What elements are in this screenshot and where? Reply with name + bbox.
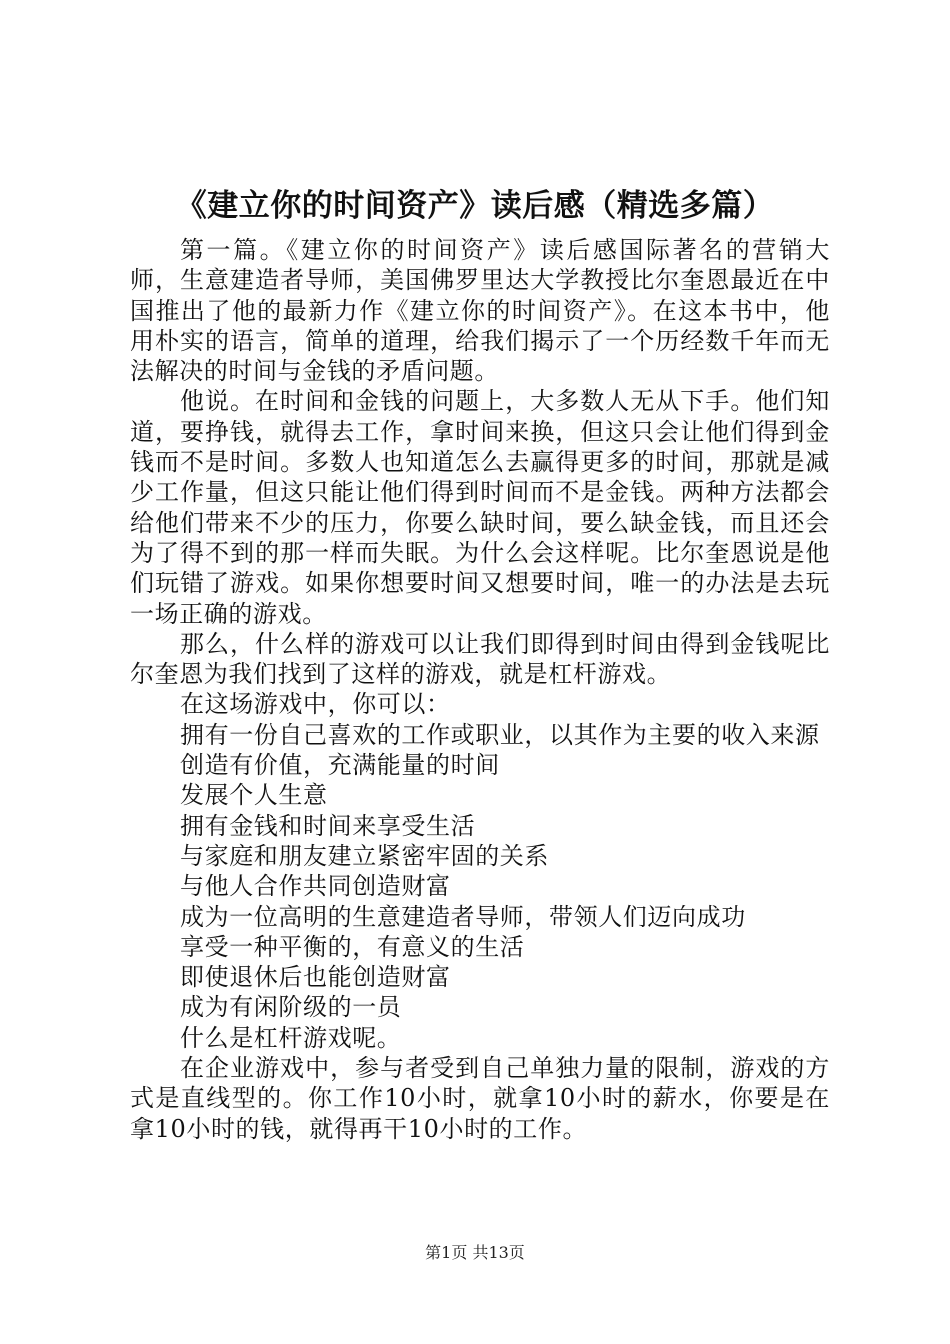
list-item: 发展个人生意: [180, 781, 328, 810]
list-item: 享受一种平衡的，有意义的生活: [180, 932, 525, 961]
page-number-footer: 第1页 共13页: [425, 1243, 525, 1262]
paragraph: 在这场游戏中，你可以：: [180, 690, 451, 719]
list-item: 与他人合作共同创造财富: [180, 872, 451, 901]
list-item: 即使退休后也能创造财富: [180, 963, 451, 992]
document-title: 《建立你的时间资产》读后感（精选多篇）: [175, 188, 775, 224]
list-item: 成为有闲阶级的一员: [180, 993, 402, 1022]
paragraph: 那么，什么样的游戏可以让我们即得到时间由得到金钱呢比尔奎恩为我们找到了这样的游戏，就是杠杆游戏。: [130, 629, 830, 689]
paragraph: 他说。在时间和金钱的问题上，大多数人无从下手。他们知道，要挣钱，就得去工作，拿时间来换，但这只会让他们得到金钱而不是时间。多数人也知道怎么去赢得更多的时间，那就是减少工作量，但这只能让他们得到时间而不是金钱。两种方法都会给他们带来不少的压力，你要么缺时间，要么缺金钱，而且还会为了得不到的那一样而失眠。为什么会这样呢。比尔奎恩说是他们玩错了游戏。如果你想要时间又想要时间，唯一的办法是去玩一场正确的游戏。: [130, 387, 830, 628]
list-item: 拥有一份自己喜欢的工作或职业，以其作为主要的收入来源: [180, 720, 820, 749]
list-item: 与家庭和朋友建立紧密牢固的关系: [180, 841, 549, 870]
document-body: [130, 235, 830, 1144]
list-item: 成为一位高明的生意建造者导师，带领人们迈向成功: [180, 902, 746, 931]
paragraph: 什么是杠杆游戏呢。: [180, 1023, 402, 1052]
paragraph: 第一篇。《建立你的时间资产》读后感国际著名的营销大师，生意建造者导师，美国佛罗里达大学教授比尔奎恩最近在中国推出了他的最新力作《建立你的时间资产》。在这本书中，他用朴实的语言，简单的道理，给我们揭示了一个历经数千年而无法解决的时间与金钱的矛盾问题。: [130, 236, 830, 386]
list-item: 拥有金钱和时间来享受生活: [180, 811, 476, 840]
list-item: 创造有价值，充满能量的时间: [180, 751, 500, 780]
paragraph: 在企业游戏中，参与者受到自己单独力量的限制，游戏的方式是直线型的。你工作10小时，就拿10小时的薪水，你要是在拿10小时的钱，就得再干10小时的工作。: [130, 1054, 830, 1143]
